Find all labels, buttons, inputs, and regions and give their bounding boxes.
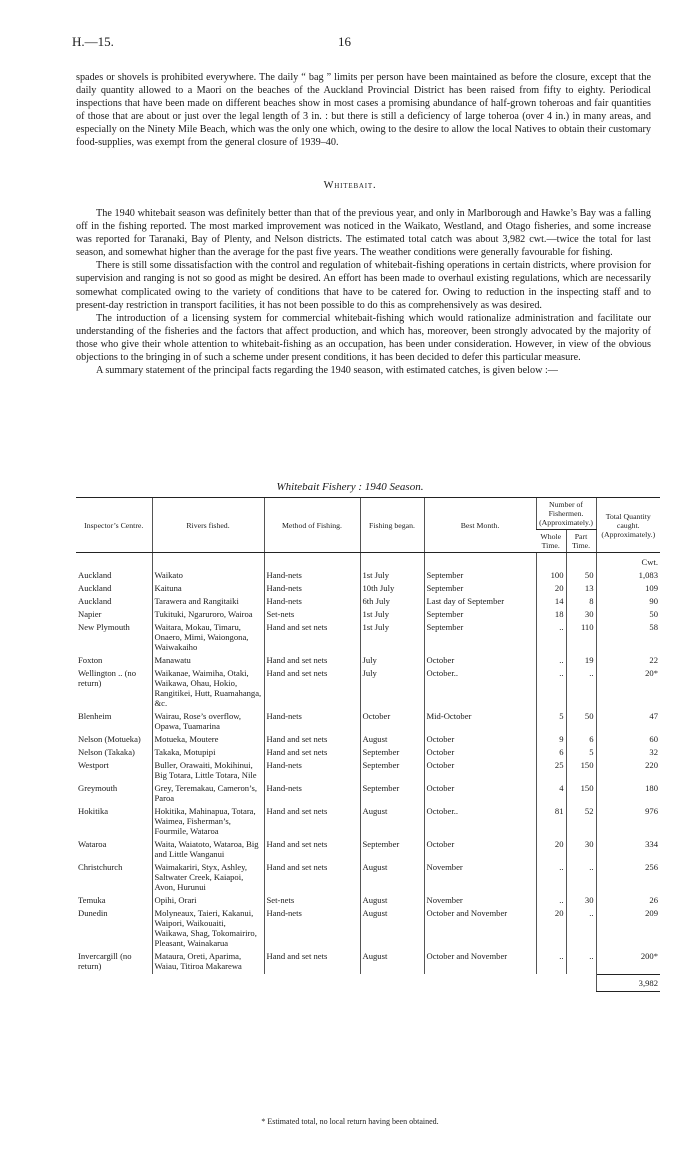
cell-began: August <box>360 908 424 951</box>
table-row <box>76 951 660 974</box>
empty-cell <box>424 553 536 571</box>
cell-quantity: 209 <box>596 908 660 951</box>
cell-best-month: October <box>424 747 536 760</box>
cell-rivers: Wairau, Rose’s overflow, Opawa, Tuamarina <box>152 711 264 734</box>
cell-method: Hand-nets <box>264 783 360 806</box>
cell-method: Hand and set nets <box>264 747 360 760</box>
paragraph: spades or shovels is prohibited everywhere. The daily “ bag ” limits per person have been maintained as before the closure, except that the daily quantity allowed to a Maori on the beaches of the Auckland Provincial District has been raised from fifty to eighty. Periodical inspections that have been made on different beaches show in most cases a promising abundance of half-grown toheroas and fair quantities of those that are about or just over the legal length of 3 in. : but there is still a deficiency of large toheroa (over 4 in.) in many areas, and especially on the Ninety Mile Beach, which was the only one which, owing to the desire to allow the local Natives to obtain their customary food-supplies, was exempt from the general closure of 1939–40. <box>76 72 651 149</box>
table-row <box>76 783 660 806</box>
cell-began: August <box>360 806 424 839</box>
cell-whole-time: 14 <box>536 596 566 609</box>
cell-rivers: Tukituki, Ngaruroro, Wairoa <box>152 609 264 622</box>
cell-began: August <box>360 734 424 747</box>
cell-rivers: Molyneaux, Taieri, Kakanui, Waipori, Waikouaiti, Waikawa, Shag, Tokomairiro, Pleasant, Wainakarua <box>152 908 264 951</box>
cell-part-time: 30 <box>566 839 596 862</box>
cell-quantity: 1,083 <box>596 570 660 583</box>
cell-whole-time: 20 <box>536 908 566 951</box>
table-row <box>76 839 660 862</box>
table-row <box>76 806 660 839</box>
cell-method: Hand-nets <box>264 908 360 951</box>
cell-method: Hand and set nets <box>264 668 360 711</box>
cell-quantity: 109 <box>596 583 660 596</box>
cell-best-month: November <box>424 862 536 895</box>
cell-centre: Foxton <box>78 655 103 665</box>
cell-centre: Christchurch <box>78 862 123 872</box>
cell-best-month: September <box>424 609 536 622</box>
footnote: * Estimated total, no local return having been obtained. <box>261 1117 439 1126</box>
cell-whole-time: .. <box>536 862 566 895</box>
empty-cell <box>264 974 360 991</box>
cell-whole-time: 9 <box>536 734 566 747</box>
cell-rivers: Waikanae, Waimiha, Otaki, Waikawa, Ohau, Hokio, Rangitikei, Hutt, Ruamahanga, &c. <box>152 668 264 711</box>
table-body <box>76 553 660 992</box>
cell-centre: Invercargill (no return) <box>78 951 132 971</box>
cell-quantity: 200* <box>596 951 660 974</box>
cell-rivers: Opihi, Orari <box>152 895 264 908</box>
document-reference: H.—15. <box>72 34 114 49</box>
cell-rivers: Waita, Waiatoto, Wataroa, Big and Little Wanganui <box>152 839 264 862</box>
empty-cell <box>566 974 596 991</box>
cell-quantity: 180 <box>596 783 660 806</box>
intro-paragraph <box>76 71 651 150</box>
cell-began: 10th July <box>360 583 424 596</box>
cell-rivers: Grey, Teremakau, Cameron’s, Paroa <box>152 783 264 806</box>
cell-method: Hand-nets <box>264 570 360 583</box>
unit-label: Cwt. <box>596 553 660 571</box>
cell-part-time: 5 <box>566 747 596 760</box>
empty-cell <box>536 974 566 991</box>
cell-best-month: September <box>424 622 536 655</box>
cell-rivers: Buller, Orawaiti, Mokihinui, Big Totara, Little Totara, Nile <box>152 760 264 783</box>
cell-centre: Wellington .. (no return) <box>78 668 137 688</box>
empty-cell <box>536 553 566 571</box>
cell-method: Set-nets <box>264 895 360 908</box>
cell-rivers: Waitara, Mokau, Timaru, Onaero, Mimi, Waiongona, Waiwakaiho <box>152 622 264 655</box>
cell-part-time: .. <box>566 862 596 895</box>
cell-rivers: Waimakariri, Styx, Ashley, Saltwater Creek, Kaiapoi, Avon, Hurunui <box>152 862 264 895</box>
cell-centre: Nelson (Motueka) <box>78 734 141 744</box>
cell-part-time: 6 <box>566 734 596 747</box>
table-row <box>76 668 660 711</box>
table-row <box>76 609 660 622</box>
table-row <box>76 760 660 783</box>
cell-whole-time: 25 <box>536 760 566 783</box>
empty-cell <box>76 553 152 571</box>
unit-row <box>76 553 660 571</box>
cell-best-month: October and November <box>424 951 536 974</box>
header-method: Method of Fishing. <box>264 498 360 553</box>
cell-began: 6th July <box>360 596 424 609</box>
cell-centre: Auckland <box>78 583 112 593</box>
cell-part-time: 150 <box>566 783 596 806</box>
cell-whole-time: 18 <box>536 609 566 622</box>
empty-cell <box>424 974 536 991</box>
header-whole-time: Whole Time. <box>536 530 566 553</box>
cell-best-month: October <box>424 734 536 747</box>
cell-best-month: October <box>424 839 536 862</box>
cell-whole-time: 20 <box>536 839 566 862</box>
cell-part-time: 30 <box>566 895 596 908</box>
cell-part-time: 110 <box>566 622 596 655</box>
cell-part-time: 50 <box>566 570 596 583</box>
cell-best-month: September <box>424 583 536 596</box>
cell-best-month: Mid-October <box>424 711 536 734</box>
table-row <box>76 596 660 609</box>
cell-part-time: 13 <box>566 583 596 596</box>
cell-part-time: 19 <box>566 655 596 668</box>
cell-whole-time: 20 <box>536 583 566 596</box>
cell-quantity: 47 <box>596 711 660 734</box>
cell-began: September <box>360 783 424 806</box>
cell-method: Hand and set nets <box>264 806 360 839</box>
cell-method: Hand and set nets <box>264 862 360 895</box>
cell-began: August <box>360 951 424 974</box>
cell-method: Hand-nets <box>264 583 360 596</box>
cell-centre: Greymouth <box>78 783 118 793</box>
cell-quantity: 256 <box>596 862 660 895</box>
section-title: Whitebait. <box>323 180 377 191</box>
cell-method: Hand and set nets <box>264 734 360 747</box>
cell-part-time: 150 <box>566 760 596 783</box>
cell-whole-time: 6 <box>536 747 566 760</box>
cell-whole-time: .. <box>536 951 566 974</box>
cell-quantity: 50 <box>596 609 660 622</box>
cell-whole-time: 100 <box>536 570 566 583</box>
cell-began: 1st July <box>360 622 424 655</box>
cell-part-time: 52 <box>566 806 596 839</box>
table-row <box>76 908 660 951</box>
cell-rivers: Kaituna <box>152 583 264 596</box>
cell-centre: Auckland <box>78 570 112 580</box>
empty-cell <box>360 974 424 991</box>
empty-cell <box>152 553 264 571</box>
header-centre: Inspector’s Centre. <box>76 498 152 553</box>
cell-method: Hand and set nets <box>264 655 360 668</box>
cell-quantity: 22 <box>596 655 660 668</box>
empty-cell <box>76 974 152 991</box>
cell-whole-time: 81 <box>536 806 566 839</box>
cell-began: September <box>360 760 424 783</box>
cell-quantity: 32 <box>596 747 660 760</box>
table-row <box>76 895 660 908</box>
cell-began: September <box>360 747 424 760</box>
whitebait-paragraphs <box>76 207 651 377</box>
table-row <box>76 711 660 734</box>
paragraph: The introduction of a licensing system for commercial whitebait-fishing which would rationalize administration and facilitate our understanding of the fisheries and the factors that affect production, and which has, moreover, been strongly advocated by the majority of those who give their whole attention to whitebait-fishing as an occupation, has been under consideration. However, in view of the obvious objections to the bringing in of such a scheme under present conditions, it has been decided to defer this particular measure. <box>76 312 651 364</box>
cell-best-month: October <box>424 760 536 783</box>
header-part-time: Part Time. <box>566 530 596 553</box>
cell-part-time: 50 <box>566 711 596 734</box>
cell-centre: Wataroa <box>78 839 107 849</box>
cell-rivers: Mataura, Oreti, Aparima, Waiau, Titiroa Makarewa <box>152 951 264 974</box>
cell-centre: New Plymouth <box>78 622 130 632</box>
cell-rivers: Manawatu <box>152 655 264 668</box>
cell-quantity: 220 <box>596 760 660 783</box>
cell-began: August <box>360 862 424 895</box>
paragraph: The 1940 whitebait season was definitely better than that of the previous year, and only in Marlborough and Hawke’s Bay was a falling off in the fishing reported. The most marked improvement was noticed in the Waikato, Westland, and Otago fisheries, and some increase was reported for Taranaki, Bay of Plenty, and Nelson districts. The estimated total catch was about 3,982 cwt.—twice the total for last season, and somewhat higher than the average for the past five years. The weather conditions were generally favourable for fishing. <box>76 208 651 259</box>
cell-quantity: 58 <box>596 622 660 655</box>
cell-rivers: Waikato <box>152 570 264 583</box>
table-row <box>76 655 660 668</box>
empty-cell <box>152 974 264 991</box>
cell-part-time: .. <box>566 951 596 974</box>
cell-method: Hand and set nets <box>264 839 360 862</box>
cell-best-month: October <box>424 783 536 806</box>
cell-quantity: 976 <box>596 806 660 839</box>
header-began: Fishing began. <box>360 498 424 553</box>
cell-best-month: September <box>424 570 536 583</box>
cell-centre: Nelson (Takaka) <box>78 747 135 757</box>
cell-best-month: Last day of September <box>424 596 536 609</box>
cell-began: 1st July <box>360 570 424 583</box>
cell-whole-time: .. <box>536 622 566 655</box>
cell-whole-time: .. <box>536 655 566 668</box>
cell-part-time: .. <box>566 668 596 711</box>
cell-rivers: Takaka, Motupipi <box>152 747 264 760</box>
cell-began: August <box>360 895 424 908</box>
paragraph: A summary statement of the principal facts regarding the 1940 season, with estimated catches, is given below :— <box>96 365 558 377</box>
paragraph: There is still some dissatisfaction with the control and regulation of whitebait-fishing operations in certain districts, where provision for supervision and ranging is not so good as might be desired. An effort has been made to overhaul existing regulations, which are necessarily somewhat complicated owing to the variety of conditions that have to be catered for. Owing to reduction in the inspecting staff and to present-day restriction in transport facilities, it has not been possible to do this as comprehensively as was desired. <box>76 260 651 311</box>
cell-rivers: Hokitika, Mahinapua, Totara, Waimea, Fisherman’s, Fourmile, Wataroa <box>152 806 264 839</box>
cell-best-month: October.. <box>424 806 536 839</box>
header-fishermen: Number of Fishermen. (Approximately.) <box>536 498 596 530</box>
cell-quantity: 26 <box>596 895 660 908</box>
empty-cell <box>360 553 424 571</box>
cell-rivers: Motueka, Moutere <box>152 734 264 747</box>
cell-centre: Blenheim <box>78 711 112 721</box>
table-row <box>76 583 660 596</box>
cell-quantity: 60 <box>596 734 660 747</box>
empty-cell <box>264 553 360 571</box>
cell-centre: Napier <box>78 609 102 619</box>
cell-best-month: October.. <box>424 668 536 711</box>
table-row <box>76 622 660 655</box>
cell-whole-time: 5 <box>536 711 566 734</box>
cell-quantity: 90 <box>596 596 660 609</box>
total-row <box>76 974 660 991</box>
table-row <box>76 570 660 583</box>
table-title: Whitebait Fishery : 1940 Season. <box>276 481 424 493</box>
whitebait-table-wrapper <box>76 497 660 992</box>
cell-part-time: .. <box>566 908 596 951</box>
table-row <box>76 734 660 747</box>
cell-method: Hand-nets <box>264 760 360 783</box>
cell-method: Set-nets <box>264 609 360 622</box>
cell-method: Hand-nets <box>264 711 360 734</box>
empty-cell <box>566 553 596 571</box>
cell-centre: Auckland <box>78 596 112 606</box>
cell-method: Hand-nets <box>264 596 360 609</box>
cell-centre: Westport <box>78 760 109 770</box>
header-best-month: Best Month. <box>424 498 536 553</box>
cell-began: October <box>360 711 424 734</box>
header-rivers: Rivers fished. <box>152 498 264 553</box>
cell-whole-time: .. <box>536 895 566 908</box>
cell-began: July <box>360 655 424 668</box>
cell-best-month: November <box>424 895 536 908</box>
page-number: 16 <box>338 34 351 49</box>
whitebait-table <box>76 497 660 992</box>
cell-began: 1st July <box>360 609 424 622</box>
table-row <box>76 862 660 895</box>
cell-method: Hand and set nets <box>264 622 360 655</box>
cell-best-month: October and November <box>424 908 536 951</box>
cell-began: July <box>360 668 424 711</box>
cell-whole-time: .. <box>536 668 566 711</box>
table-row <box>76 747 660 760</box>
cell-quantity: 20* <box>596 668 660 711</box>
cell-part-time: 30 <box>566 609 596 622</box>
cell-best-month: October <box>424 655 536 668</box>
cell-rivers: Tarawera and Rangitaiki <box>152 596 264 609</box>
header-quantity: Total Quantity caught. (Approximately.) <box>596 498 660 553</box>
cell-centre: Hokitika <box>78 806 109 816</box>
cell-whole-time: 4 <box>536 783 566 806</box>
cell-quantity: 334 <box>596 839 660 862</box>
total-quantity: 3,982 <box>596 974 660 991</box>
cell-method: Hand and set nets <box>264 951 360 974</box>
cell-centre: Dunedin <box>78 908 108 918</box>
cell-centre: Temuka <box>78 895 106 905</box>
cell-began: September <box>360 839 424 862</box>
cell-part-time: 8 <box>566 596 596 609</box>
